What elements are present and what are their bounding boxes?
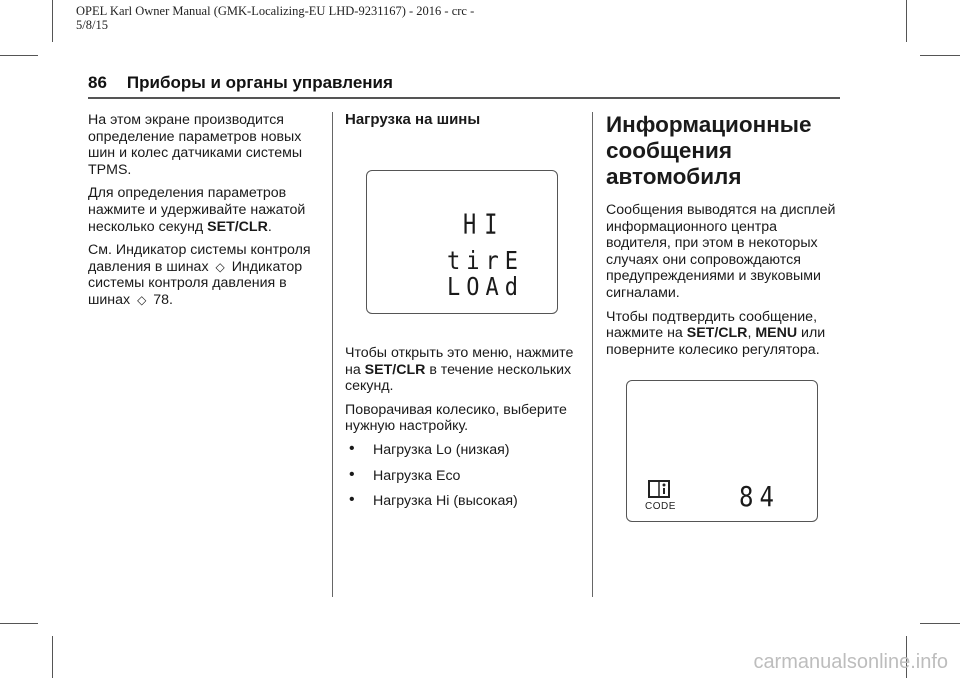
column-divider	[332, 112, 333, 597]
section-heading: Нагрузка на шины	[345, 111, 481, 128]
crop-mark	[0, 623, 38, 624]
header-line-1: OPEL Karl Owner Manual (GMK-Localizing-EU LHD-9231167) - 2016 - crc -	[76, 4, 475, 18]
key-name: SET/CLR	[207, 218, 268, 235]
reference-arrow-icon: ◇	[215, 259, 225, 274]
display-line-tire: tirE	[447, 247, 524, 276]
column-1	[88, 112, 324, 316]
reference-arrow-icon: ◇	[137, 292, 147, 307]
key-name: SET/CLR	[686, 325, 748, 342]
option-list	[345, 442, 581, 510]
code-label: CODE	[645, 501, 676, 512]
paragraph: Сообщения выводятся на дисплей информационного центра водителя, при этом в некоторых случаях они сопровождаются предупреждениями и звуковыми сигналами.	[606, 202, 836, 301]
paragraph: Чтобы открыть это меню, нажмите на SET/CLR в течение нескольких секунд.	[345, 345, 574, 395]
crop-mark	[52, 636, 53, 678]
crop-mark	[906, 0, 907, 42]
page-number: 86	[88, 73, 107, 92]
paragraph: См. Индикатор системы контроля давления в шинах ◇ Индикатор системы контроля давления в шинах ◇ 78.	[88, 242, 311, 308]
key-name: MENU	[755, 325, 798, 342]
display-line-load: LOAd	[447, 273, 524, 302]
paragraph: Чтобы подтвердить сообщение, нажмите на SET/CLR, MENU или поверните колесико регулятора.	[606, 308, 826, 358]
title-divider	[88, 97, 840, 99]
column-3	[606, 112, 842, 365]
list-item: • Нагрузка Hi (высокая)	[345, 493, 581, 510]
column-2	[345, 112, 581, 129]
vehicle-message-display	[626, 380, 818, 522]
crop-mark	[920, 55, 960, 56]
crop-mark	[0, 55, 38, 56]
watermark: carmanualsonline.info	[753, 651, 948, 673]
column-2-body	[345, 345, 581, 519]
tire-load-display	[366, 170, 558, 314]
section-title: Приборы и органы управления	[126, 73, 393, 92]
list-item: • Нагрузка Eco	[345, 468, 581, 485]
crop-mark	[920, 623, 960, 624]
header-line-2: 5/8/15	[76, 18, 108, 32]
info-book-icon	[647, 478, 673, 500]
paragraph: Поворачивая колесико, выберите нужную настройку.	[345, 401, 567, 435]
paragraph: На этом экране производится определение параметров новых шин и колес датчиками системы TPMS.	[88, 112, 303, 178]
crop-mark	[52, 0, 53, 42]
page-title	[88, 73, 393, 93]
display-line-hi: HI	[463, 209, 506, 242]
document-header	[76, 4, 536, 32]
code-value: 84	[739, 480, 780, 514]
key-name: SET/CLR	[364, 361, 426, 378]
paragraph: Для определения параметров нажмите и удерживайте нажатой несколько секунд SET/CLR.	[88, 185, 306, 235]
page-reference: 78.	[153, 291, 174, 308]
column-divider	[592, 112, 593, 597]
list-item: • Нагрузка Lo (низкая)	[345, 442, 581, 459]
section-heading: Информационные сообщения автомобиля	[606, 112, 812, 189]
